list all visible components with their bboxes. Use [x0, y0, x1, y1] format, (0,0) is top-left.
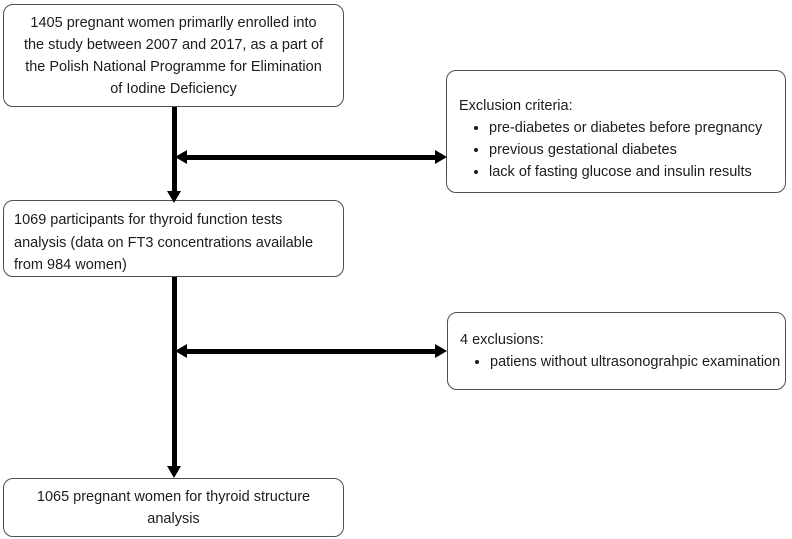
down-arrow-1 [172, 107, 177, 191]
exclusion-criteria-item-3: • lack of fasting glucose and insulin results [489, 161, 773, 183]
box-exclusions-4 [447, 312, 786, 390]
box-thyroid-function-line-2: analysis (data on FT3 concentrations available [14, 234, 314, 251]
exclusion-criteria-item-2: • previous gestational diabetes [489, 139, 773, 161]
arrowhead-left-icon [175, 344, 187, 358]
box-enrollment-line-1: 1405 pregnant women primarlly enrolled into [30, 14, 317, 31]
arrowhead-right-icon [435, 150, 447, 164]
exclusions-4-item-1: • patiens without ultrasonograhpic examination [490, 351, 773, 373]
arrowhead-down-icon [167, 466, 181, 478]
box-thyroid-structure-line-1: 1065 pregnant women for thyroid structure [36, 488, 311, 505]
exclusions-4-list [460, 351, 781, 373]
arrowhead-left-icon [175, 150, 187, 164]
box-enrollment-line-4: of Iodine Deficiency [110, 80, 237, 97]
box-thyroid-structure [3, 478, 344, 537]
exclusions-4-title: 4 exclusions: [460, 332, 544, 348]
arrowhead-right-icon [435, 344, 447, 358]
arrowhead-down-icon [167, 191, 181, 203]
box-enrollment-line-2: the study between 2007 and 2017, as a part of [23, 36, 324, 53]
exclusion-criteria-list [459, 117, 773, 183]
box-exclusion-criteria [446, 70, 786, 193]
box-enrollment-line-3: the Polish National Programme for Elimination [25, 58, 322, 75]
box-thyroid-function-line-3: from 984 women) [14, 257, 127, 273]
double-arrow-exclusions-4 [186, 349, 436, 354]
exclusion-criteria-item-1: • pre-diabetes or diabetes before pregnancy [489, 117, 773, 139]
box-enrollment [3, 4, 344, 107]
box-thyroid-function-line-1: 1069 participants for thyroid function tests [14, 212, 283, 228]
box-thyroid-structure-line-2: analysis [147, 510, 200, 527]
box-thyroid-function [3, 200, 344, 277]
double-arrow-exclusion-criteria [186, 155, 436, 160]
down-arrow-2 [172, 277, 177, 466]
exclusion-criteria-title: Exclusion criteria: [459, 98, 573, 114]
